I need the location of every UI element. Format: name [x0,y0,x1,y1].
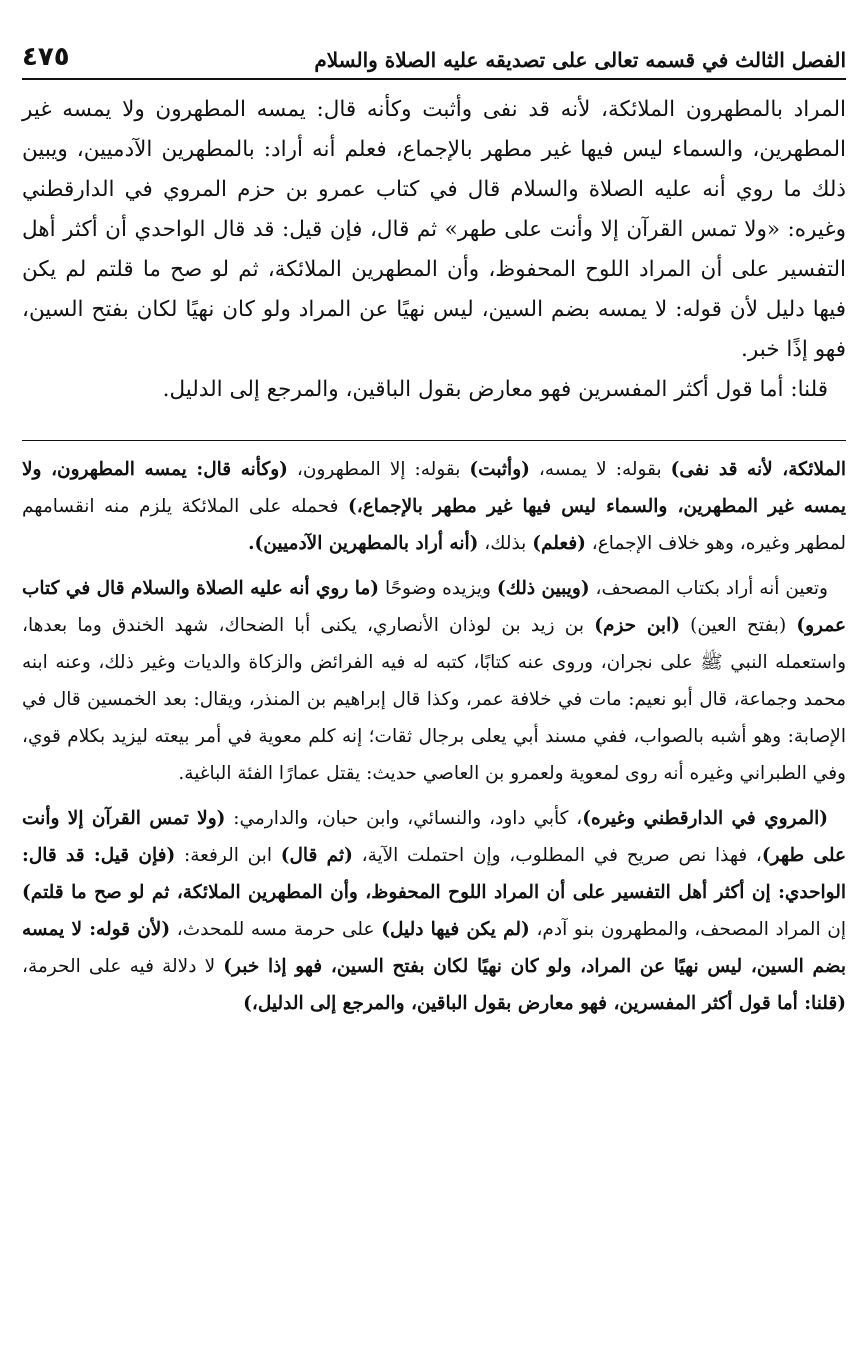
page-header [22,30,846,80]
commentary-text: (بفتح العين) [679,615,797,636]
commentary-quote: (ويبين ذلك) [496,578,590,599]
commentary-quote: (المروي في الدارقطني وغيره) [582,808,828,829]
commentary-text: ، فهذا نص صريح في المطلوب، وإن احتملت الآية، [352,845,762,866]
commentary-text: ابن الرفعة: [175,845,281,866]
commentary-quote: (لأن قوله: لا يمسه بضم السين، ليس نهيًا عن المراد، ولو كان نهيًا لكان بفتح السين، فهو إذا خبر) [22,919,846,977]
book-page [22,30,846,1030]
commentary-quote: (أنه أراد بالمطهرين الآدميين). [248,533,479,554]
commentary-quote: (لم يكن فيها دليل) [381,919,530,940]
commentary-paragraph-3 [22,800,846,1022]
commentary-text: ، كأبي داود، والنسائي، وابن حبان، والدارمي: [225,808,583,829]
commentary-paragraph-2 [22,570,846,792]
page-number: ٤٧٥ [22,42,70,72]
main-paragraph-2: قلنا: أما قول أكثر المفسرين فهو معارض بقول الباقين، والمرجع إلى الدليل. [162,377,828,402]
commentary-quote: (وكأنه قال: يمسه المطهرون، ولا يمسه غير المطهرين، والسماء ليس فيها غير مطهر بالإجماع،) [22,459,846,517]
commentary-text: على حرمة مسه للمحدث، [170,919,382,940]
commentary-quote: (ولا تمس القرآن إلا وأنت على طهر) [22,808,846,866]
commentary [22,451,846,1022]
commentary-text: إن المراد المصحف، والمطهرون بنو آدم، [529,919,846,940]
main-paragraph-1: المراد بالمطهرون الملائكة، لأنه قد نفى وأثبت وكأنه قال: يمسه المطهرون ولا يمسه غير المطهرين، والسماء ليس فيها غير مطهر بالإجماع، فعلم أنه أراد: بالمطهرين الآدميين، ويبين ذلك ما روي أنه عليه الصلاة والسلام قال في كتاب عمرو بن حزم المروي في الدارقطني وغيره: «ولا تمس القرآن إلا وأنت على طهر» ثم قال، فإن قيل: قد قال الواحدي أن أكثر أهل التفسير على أن المراد اللوح المحفوظ، وأن المطهرين الملائكة، ثم لو صح ما قلتم لم يكن فيها دليل لأن قوله: لا يمسه بضم السين، ليس نهيًا عن المراد ولو كان نهيًا لكان بفتح السين، فهو إذًا خبر. [22,97,846,362]
footnote-divider [22,440,846,441]
commentary-text: فحمله على الملائكة يلزم منه انقسامهم لمطهر وغيره، وهو خلاف الإجماع، [22,496,846,554]
commentary-text: بن زيد بن لوذان الأنصاري، يكنى أبا الضحاك، شهد الخندق وما بعدها، واستعمله النبي ﷺ على نجران، وروى عنه كتابًا، كتبه له فيه الفرائض والزكاة والديات وغير ذلك، وعنه ابنه محمد وجماعة، قال أبو نعيم: مات في خلافة عمر، وكذا قال إبراهيم بن المنذر، ويقال: بعد الخمسين قال في الإصابة: وهو أشبه بالصواب، ففي مسند أبي يعلى برجال ثقات؛ إنه كلم معوية في أمر بيعته ليزيد بكلام قوي، وفي الطبراني وغيره أنه روى لمعوية ولعمرو بن العاصي حديث: يقتل عمارًا الفئة الباغية. [22,615,846,784]
commentary-text: بقوله: إلا المطهرون، [287,459,470,480]
commentary-text: بذلك، [478,533,533,554]
commentary-quote: (ثم قال) [280,845,353,866]
main-text [22,90,846,410]
commentary-quote: (ابن حزم) [594,615,680,636]
commentary-text: بقوله: لا يمسه، [529,459,671,480]
commentary-quote: الملائكة، لأنه قد نفى) [670,459,846,480]
commentary-text: وتعين أنه أراد بكتاب المصحف، [589,578,828,599]
commentary-quote: (وأثبت) [469,459,530,480]
chapter-title: الفصل الثالث في قسمه تعالى على تصديقه عليه الصلاة والسلام [314,48,846,72]
commentary-quote: (فإن قيل: قد قال: الواحدي: إن أكثر أهل التفسير على أن المراد اللوح المحفوظ، وأن المطهرين الملائكة، ثم لو صح ما قلتم) [22,845,847,903]
commentary-quote: (فعلم) [532,533,586,554]
commentary-quote: (ما روي أنه عليه الصلاة والسلام قال في كتاب عمرو) [22,578,847,636]
commentary-quote: (قلنا: أما قول أكثر المفسرين، فهو معارض بقول الباقين، والمرجع إلى الدليل،) [243,993,846,1014]
commentary-paragraph-1 [22,451,846,562]
commentary-text: ويزيده وضوحًا [379,578,497,599]
commentary-text: لا دلالة فيه على الحرمة، [22,956,224,977]
